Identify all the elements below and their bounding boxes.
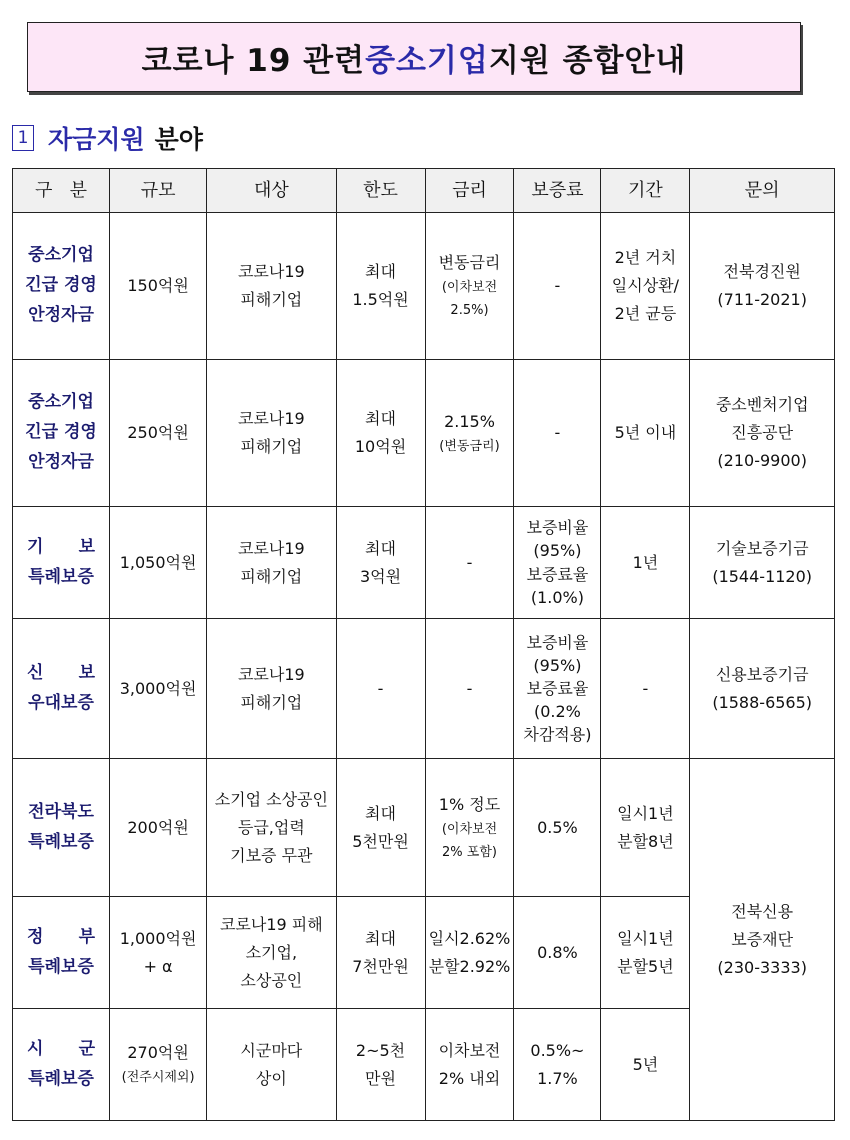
- section-highlight: 자금지원: [48, 125, 145, 154]
- row-rate: 이차보전 2% 내외: [425, 1009, 514, 1121]
- row-limit: 2~5천 만원: [336, 1009, 425, 1121]
- row-limit: 최대 10억원: [336, 360, 425, 507]
- row-limit: 최대 1.5억원: [336, 213, 425, 360]
- header-period: 기간: [601, 169, 690, 213]
- category-right-char: 보: [78, 536, 96, 557]
- row-rate: -: [425, 507, 514, 619]
- category-line2: 우대보증: [28, 692, 94, 713]
- row-category: 중소기업 긴급 경영 안정자금: [13, 360, 110, 507]
- row-target: 시군마다 상이: [207, 1009, 336, 1121]
- row-rate: 일시2.62% 분할2.92%: [425, 897, 514, 1009]
- row-scale: 1,000억원 + α: [110, 897, 207, 1009]
- row-scale: 3,000억원: [110, 619, 207, 759]
- row-target: 코로나19 피해기업: [207, 619, 336, 759]
- row-rate: [425, 213, 514, 360]
- row-category: [13, 619, 110, 759]
- header-rate: 금리: [425, 169, 514, 213]
- table-row: [13, 759, 835, 897]
- row-target: 코로나19 피해 소기업, 소상공인: [207, 897, 336, 1009]
- category-line2: 특례보증: [28, 566, 94, 587]
- row-guarantee: -: [514, 360, 601, 507]
- row-guarantee: 0.5%~ 1.7%: [514, 1009, 601, 1121]
- row-contact: 전북경진원 (711-2021): [690, 213, 835, 360]
- category-spread: [15, 1035, 107, 1065]
- row-category: [13, 507, 110, 619]
- header-target: 대상: [207, 169, 336, 213]
- table-header-row: [13, 169, 835, 213]
- category-right-char: 군: [78, 1038, 96, 1059]
- category-left-char: 시: [27, 1038, 44, 1059]
- row-limit: 최대 5천만원: [336, 759, 425, 897]
- row-guarantee: -: [514, 213, 601, 360]
- header-contact: 문의: [690, 169, 835, 213]
- rate-main: 2.15%: [444, 411, 495, 431]
- category-spread: [15, 533, 107, 563]
- section-number-box: 1: [12, 125, 34, 151]
- category-right-char: 보: [78, 662, 96, 683]
- category-line2: 특례보증: [28, 956, 94, 977]
- table-row: [13, 213, 835, 360]
- row-period: 일시1년 분할5년: [601, 897, 690, 1009]
- category-right-char: 부: [78, 926, 96, 947]
- row-period: 2년 거치 일시상환/ 2년 균등: [601, 213, 690, 360]
- row-contact: 중소벤처기업 진흥공단 (210-9900): [690, 360, 835, 507]
- funding-table: [12, 168, 835, 1121]
- title-highlight: 중소기업: [365, 42, 489, 79]
- category-spread: [15, 923, 107, 953]
- row-rate: [425, 759, 514, 897]
- category-line2: 특례보증: [28, 1068, 94, 1089]
- row-contact: 신용보증기금 (1588-6565): [690, 619, 835, 759]
- table-row: [13, 360, 835, 507]
- title-prefix: 코로나 19 관련: [141, 42, 366, 79]
- row-guarantee: 보증비율 (95%) 보증료율 (1.0%): [514, 507, 601, 619]
- header-limit: 한도: [336, 169, 425, 213]
- row-target: 소기업 소상공인 등급,업력 기보증 무관: [207, 759, 336, 897]
- header-guarantee: 보증료: [514, 169, 601, 213]
- row-scale: 250억원: [110, 360, 207, 507]
- row-guarantee: 0.5%: [514, 759, 601, 897]
- row-limit: 최대 3억원: [336, 507, 425, 619]
- row-guarantee: 보증비율 (95%) 보증료율 (0.2% 차감적용): [514, 619, 601, 759]
- page-title: [27, 22, 801, 92]
- rate-main: 변동금리: [438, 253, 501, 273]
- header-scale: 규모: [110, 169, 207, 213]
- row-scale: 150억원: [110, 213, 207, 360]
- title-suffix: 지원 종합안내: [488, 42, 687, 79]
- scale-main: 270억원: [127, 1043, 189, 1063]
- row-guarantee: 0.8%: [514, 897, 601, 1009]
- row-category: 중소기업 긴급 경영 안정자금: [13, 213, 110, 360]
- row-period: 1년: [601, 507, 690, 619]
- rate-main: 1% 정도: [438, 794, 501, 814]
- row-scale: 1,050억원: [110, 507, 207, 619]
- category-left-char: 기: [27, 536, 44, 557]
- category-left-char: 신: [27, 662, 44, 683]
- table-row: [13, 507, 835, 619]
- row-rate: -: [425, 619, 514, 759]
- rate-sub: (이차보전 2% 포함): [441, 821, 498, 860]
- category-left-char: 정: [27, 926, 44, 947]
- row-limit: 최대 7천만원: [336, 897, 425, 1009]
- category-spread: [15, 659, 107, 689]
- row-period: 5년: [601, 1009, 690, 1121]
- row-period: 5년 이내: [601, 360, 690, 507]
- row-target: 코로나19 피해기업: [207, 360, 336, 507]
- row-category: 전라북도 특례보증: [13, 759, 110, 897]
- header-category: 구 분: [13, 169, 110, 213]
- row-scale: [110, 1009, 207, 1121]
- scale-sub: (전주시제외): [121, 1070, 195, 1086]
- section-heading: [12, 120, 203, 156]
- table-row: [13, 619, 835, 759]
- row-target: 코로나19 피해기업: [207, 213, 336, 360]
- row-scale: 200억원: [110, 759, 207, 897]
- row-category: [13, 1009, 110, 1121]
- row-period: 일시1년 분할8년: [601, 759, 690, 897]
- section-rest: 분야: [154, 125, 203, 154]
- row-rate: [425, 360, 514, 507]
- row-contact: 기술보증기금 (1544-1120): [690, 507, 835, 619]
- row-period: -: [601, 619, 690, 759]
- row-category: [13, 897, 110, 1009]
- row-target: 코로나19 피해기업: [207, 507, 336, 619]
- row-limit: -: [336, 619, 425, 759]
- rate-sub: (이차보전 2.5%): [441, 280, 498, 318]
- row-contact: 전북신용 보증재단 (230-3333): [690, 759, 835, 1121]
- rate-sub: (변동금리): [439, 438, 500, 454]
